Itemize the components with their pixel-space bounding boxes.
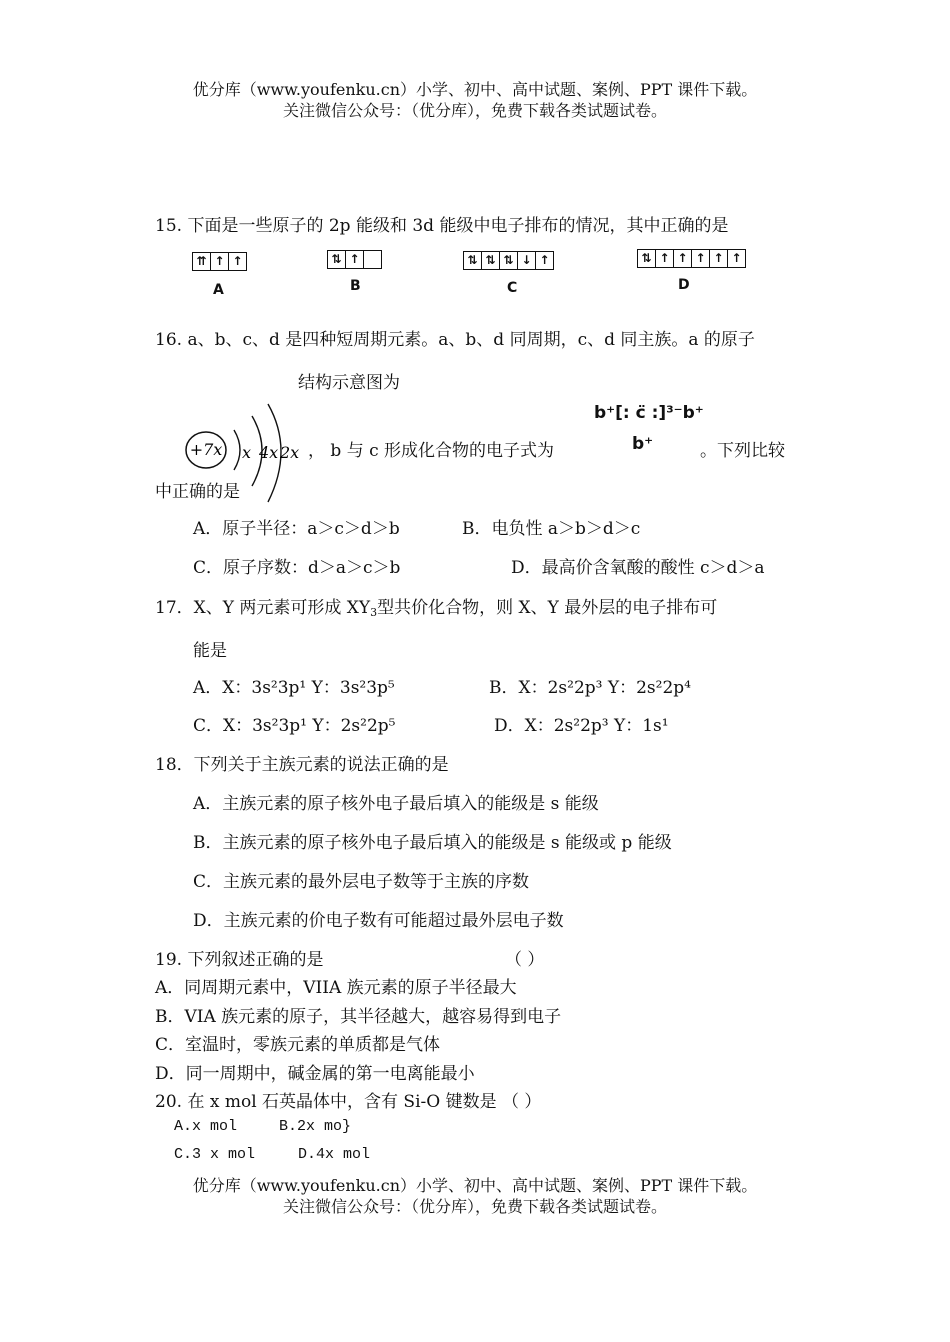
q16-stem-line1: 16. a、b、c、d 是四种短周期元素。a、b、d 同周期，c、d 同主族。a 的原子	[155, 330, 755, 350]
q18-option-d: D．主族元素的价电子数有可能超过最外层电子数	[193, 911, 564, 931]
q17-stem-line2: 能是	[193, 641, 227, 661]
orbital-box: ↑	[692, 250, 710, 267]
q20-stem: 20. 在 x mol 石英晶体中，含有 Si-O 键数是 （ ）	[155, 1092, 542, 1112]
orbital-box: ↑	[346, 251, 364, 268]
orbital-box: ↑	[656, 250, 674, 267]
orbital-box: ↑	[211, 253, 229, 270]
q17-stem-tail: 型共价化合物，则 X、Y 最外层的电子排布可	[377, 598, 718, 618]
orbital-box: ⇅	[328, 251, 346, 268]
shell-arc-1	[234, 430, 240, 470]
q16-stem-line2: 结构示意图为	[298, 373, 400, 393]
orbital-box: ↑	[674, 250, 692, 267]
orbital-box: ↑	[232, 254, 243, 268]
footer-line-1: 优分库（www.youfenku.cn）小学、初中、高中试题、案例、PPT 课件下载。	[192, 1176, 758, 1195]
nucleus-charge: +7x	[189, 440, 223, 459]
q15-option-c-boxes	[463, 251, 554, 270]
shell-2-electrons: 4x	[259, 443, 279, 462]
orbital-box: ⇅	[500, 252, 518, 269]
q19-option-b: B．VIA 族元素的原子，其半径越大，越容易得到电子	[155, 1007, 562, 1027]
header-line-1: 优分库（www.youfenku.cn）小学、初中、高中试题、案例、PPT 课件下载。	[192, 80, 758, 99]
q20-option-c: C.3 x mol	[174, 1146, 256, 1163]
q20-option-b: B.2x mo}	[279, 1118, 352, 1135]
shell-1-electrons: x	[242, 443, 252, 462]
q16-option-d: D．最高价含氧酸的酸性 c＞d＞a	[511, 558, 765, 578]
q16-option-c: C．原子序数：d＞a＞c＞b	[193, 558, 401, 578]
q15-option-b-boxes	[327, 250, 382, 269]
q18-option-c: C．主族元素的最外层电子数等于主族的序数	[193, 872, 530, 892]
q16-stem-line3: 中正确的是	[155, 482, 240, 502]
q19-option-c: C．室温时，零族元素的单质都是气体	[155, 1035, 441, 1055]
q15-option-a-label: A	[213, 282, 224, 298]
q15-option-a-boxes	[192, 252, 247, 271]
q17-option-b: B．X：2s²2p³ Y：2s²2p⁴	[489, 678, 691, 698]
q17-stem-line1	[155, 593, 717, 619]
orbital-box: ⇈	[193, 253, 211, 270]
q18-option-b: B．主族元素的原子核外电子最后填入的能级是 s 能级或 p 能级	[193, 833, 672, 853]
q15-stem: 15. 下面是一些原子的 2p 能级和 3d 能级中电子排布的情况，其中正确的是	[155, 216, 729, 236]
footer-line-2: 关注微信公众号：（优分库），免费下载各类试题试卷。	[282, 1197, 667, 1216]
orbital-box: ⇅	[638, 250, 656, 267]
shell-3-electrons: 2x	[280, 443, 300, 462]
q16-stem-tail: 。下列比较	[700, 441, 785, 461]
q15-option-d-boxes	[637, 249, 746, 268]
q19-stem: 19. 下列叙述正确的是	[155, 950, 324, 970]
q18-stem: 18．下列关于主族元素的说法正确的是	[155, 755, 449, 775]
header-line-2: 关注微信公众号：（优分库），免费下载各类试题试卷。	[282, 101, 667, 120]
q17-option-d: D．X：2s²2p³ Y：1s¹	[494, 716, 669, 736]
q19-option-d: D．同一周期中，碱金属的第一电离能最小	[155, 1064, 475, 1084]
orbital-box: ↑	[731, 251, 742, 265]
electron-formula: b⁺[: c̈ :]³⁻b⁺	[594, 403, 704, 423]
q19-option-a: A．同周期元素中，VIIA 族元素的原子半径最大	[155, 978, 517, 998]
orbital-box: ⇅	[482, 252, 500, 269]
q20-option-d: D.4x mol	[298, 1146, 371, 1163]
orbital-box	[364, 251, 381, 268]
q15-option-c-label: C	[507, 280, 518, 296]
q18-option-a: A．主族元素的原子核外电子最后填入的能级是 s 能级	[193, 794, 599, 814]
q20-option-a: A.x mol	[174, 1118, 238, 1135]
q17-option-c: C．X：3s²3p¹ Y：2s²2p⁵	[193, 716, 396, 736]
q16-option-b: B．电负性 a＞b＞d＞c	[462, 519, 641, 539]
q17-option-a: A．X：3s²3p¹ Y：3s²3p⁵	[193, 678, 395, 698]
orbital-box: ↑	[710, 250, 728, 267]
q19-answer-paren: （ ）	[505, 950, 545, 970]
q15-option-d-label: D	[678, 277, 690, 293]
orbital-box: ⇅	[464, 252, 482, 269]
q17-subscript: 3	[370, 606, 378, 619]
q15-option-b-label: B	[350, 278, 361, 294]
orbital-box: ↑	[539, 253, 550, 267]
q16-stem-mid: ， b 与 c 形成化合物的电子式为	[308, 441, 555, 461]
orbital-box: ↓	[518, 252, 536, 269]
q17-stem-text: 17．X、Y 两元素可形成 XY	[155, 598, 371, 618]
q16-option-a: A．原子半径：a＞c＞d＞b	[193, 519, 400, 539]
electron-formula-lower: b⁺	[632, 434, 654, 454]
